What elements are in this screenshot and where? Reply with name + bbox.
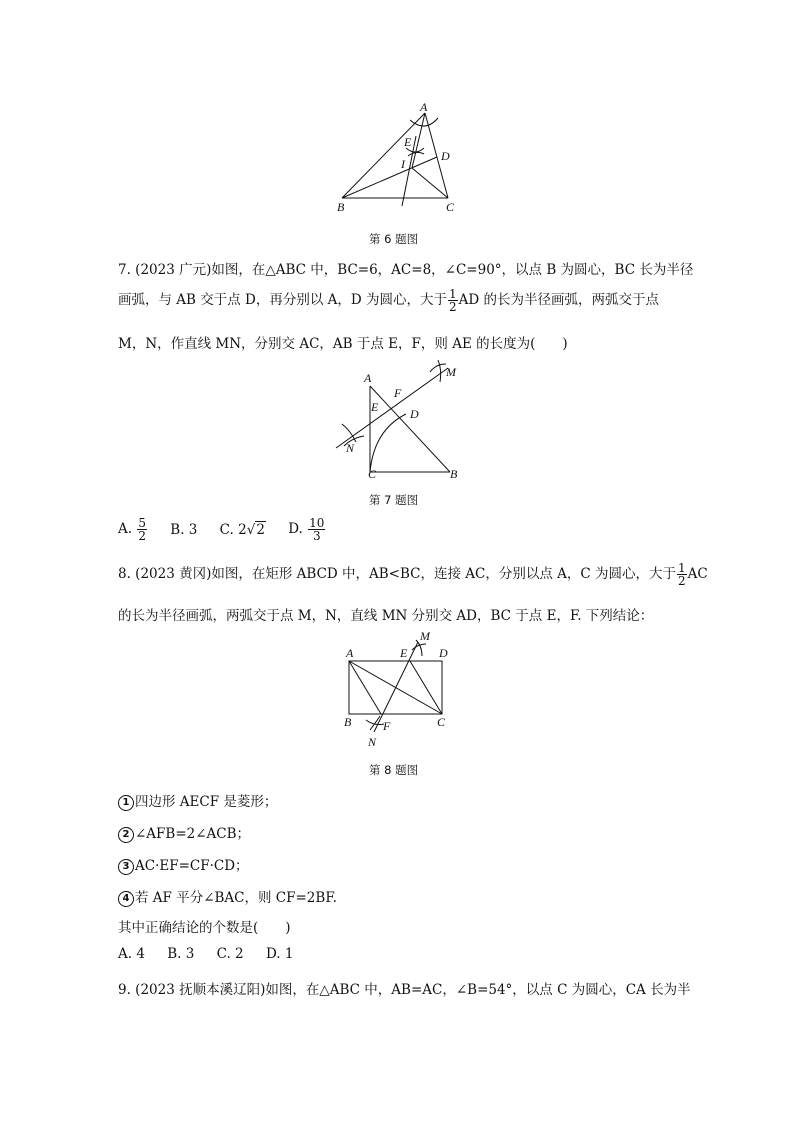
q7-option-c: C. 2√2 xyxy=(219,521,265,538)
q7-line2-b: AD 的长为半径画弧，两弧交于点 xyxy=(458,292,660,308)
q8-conclusion-1: 1 四边形 AECF 是菱形； xyxy=(118,790,277,811)
fig8-caption: 第 8 题图 xyxy=(369,763,419,777)
q8-options xyxy=(118,946,311,962)
q8-fraction-half: $\frac{1}{2}$ xyxy=(678,561,686,588)
fig7-label-F: F xyxy=(394,386,402,400)
figure-7 xyxy=(330,358,470,483)
fig7-label-E: E xyxy=(371,400,379,414)
fig6-caption: 第 6 题图 xyxy=(369,232,419,246)
q7-option-a: A. $\frac{5}{2}$ xyxy=(118,516,146,543)
q8-option-a: A. 4 xyxy=(118,946,145,962)
fig6-label-E: E xyxy=(404,135,412,149)
q9-line1: 9. (2023 抚顺本溪辽阳)如图，在△ABC 中，AB=AC，∠B=54°，以点 C 为圆心，CA 长为半 xyxy=(118,982,691,998)
fig7-label-C: C xyxy=(368,467,377,481)
fig7-label-D: D xyxy=(410,407,419,421)
fig8-label-M: M xyxy=(420,629,430,643)
fig7-caption: 第 7 题图 xyxy=(369,493,419,507)
q8-conclusion-3: 3 AC·EF=CF·CD； xyxy=(118,854,249,875)
q7-option-b: B. 3 xyxy=(170,521,198,538)
fig6-label-C: C xyxy=(446,200,455,214)
fig6-label-D: D xyxy=(441,149,450,163)
q8-option-b: B. 3 xyxy=(167,946,195,962)
fig8-label-F: F xyxy=(383,719,391,733)
fig8-label-D: D xyxy=(439,646,448,660)
fig8-label-E: E xyxy=(400,646,408,660)
fig6-label-A: A xyxy=(420,100,428,114)
fig8-label-A: A xyxy=(346,646,354,660)
fig7-label-M: M xyxy=(446,365,456,379)
q8-conclusion-4: 4 若 AF 平分∠BAC，则 CF=2BF. xyxy=(118,886,337,907)
fig6-label-B: B xyxy=(337,200,345,214)
fig7-label-A: A xyxy=(364,371,372,385)
q7-line2-a: 画弧，与 AB 交于点 D，再分别以 A，D 为圆心，大于 xyxy=(118,292,448,308)
q8-conclusion-2: 2 ∠AFB=2∠ACB； xyxy=(118,822,250,843)
figure-6 xyxy=(320,96,480,216)
q7-line1: 7. (2023 广元)如图，在△ABC 中，BC=6，AC=8，∠C=90°，以点 B 为圆心，BC 长为半径 xyxy=(118,262,694,278)
q8-line1-a: 8. (2023 黄冈)如图，在矩形 ABCD 中，AB<BC，连接 AC，分别以点 A，C 为圆心，大于 xyxy=(118,566,677,582)
q7-line3: M，N，作直线 MN，分别交 AC，AB 于点 E，F，则 AE 的长度为( ) xyxy=(118,336,568,352)
q7-options xyxy=(118,517,344,542)
q7-fraction-half: $\frac{1}{2}$ xyxy=(449,287,457,314)
fig6-label-I: I xyxy=(401,157,405,171)
figure-8 xyxy=(338,628,458,750)
q8-question: 其中正确结论的个数是( ) xyxy=(118,920,291,936)
q8-line1-b: AC xyxy=(687,566,708,582)
q8-line1 xyxy=(118,562,708,587)
q8-line2: 的长为半径画弧，两弧交于点 M，N，直线 MN 分别交 AD，BC 于点 E，F. 下列结论： xyxy=(118,608,654,624)
q8-option-c: C. 2 xyxy=(216,946,244,962)
fig7-label-B: B xyxy=(450,467,458,481)
fig8-label-B: B xyxy=(344,715,352,729)
fig8-label-N: N xyxy=(368,735,377,749)
fig7-label-N: N xyxy=(346,441,355,455)
q7-line2 xyxy=(118,288,659,313)
fig8-label-C: C xyxy=(437,715,446,729)
q7-option-d: D. $\frac{10}{3}$ xyxy=(288,516,325,543)
q8-option-d: D. 1 xyxy=(265,946,294,962)
